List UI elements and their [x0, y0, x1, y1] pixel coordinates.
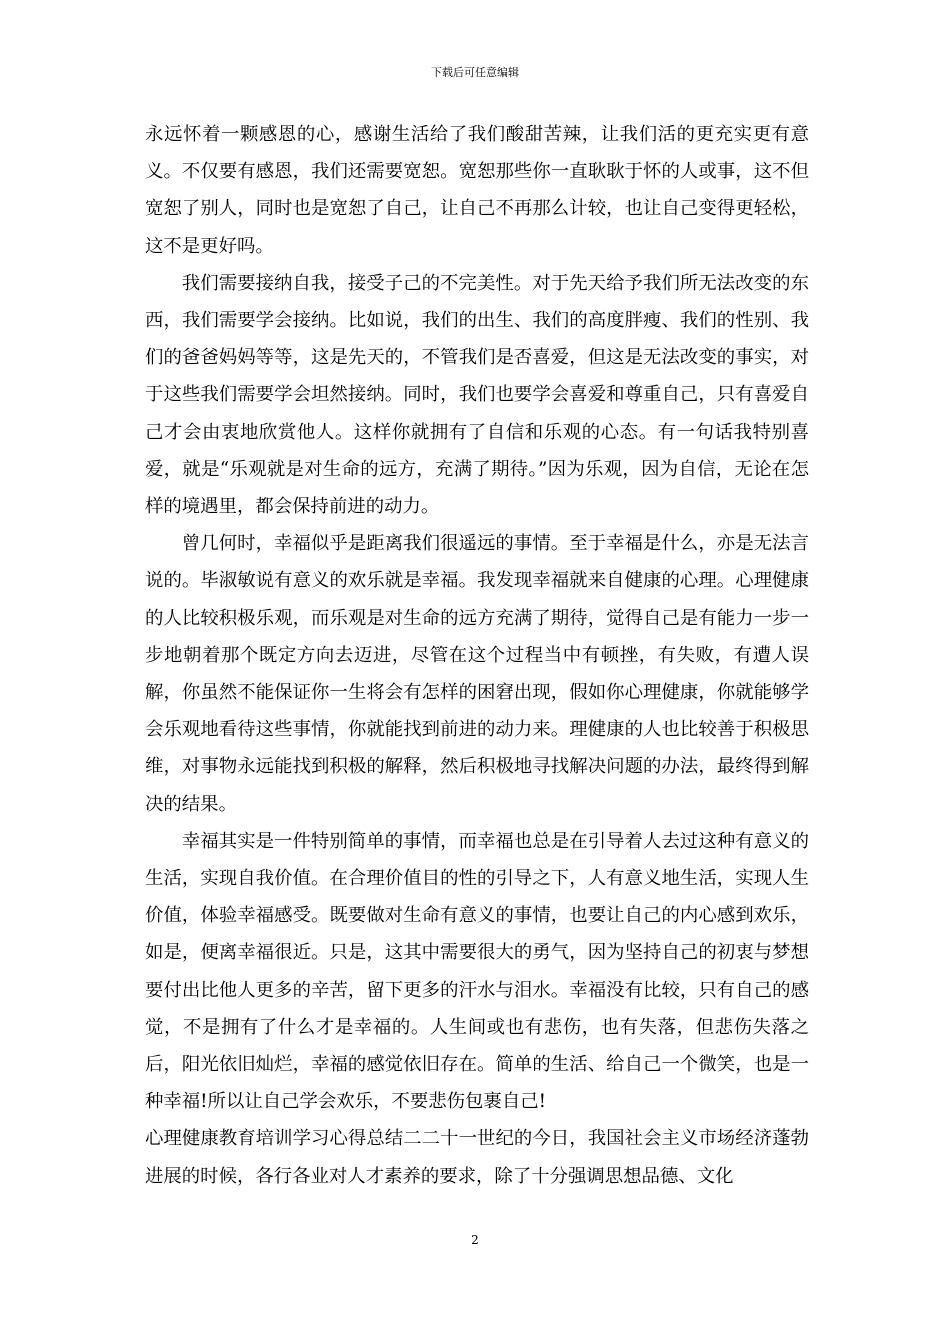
paragraph: 曾几何时，幸福似乎是距离我们很遥远的事情。至于幸福是什么，亦是无法言说的。毕淑敏说有意义的欢乐就是幸福。我发现幸福就来自健康的心理。心理健康的人比较积极乐观，而乐观是对生命的远方充满了期待，觉得自己是有能力一步一步地朝着那个既定方向去迈进，尽管在这个过程当中有顿挫，有失败，有遭人误解，你虽然不能保证你一生将会有怎样的困窘出现，假如你心理健康，你就能够学会乐观地看待这些事情，你就能找到前进的动力来。理健康的人也比较善于积极思维，对事物永远能找到积极的解释，然后积极地寻找解决问题的办法，最终得到解决的结果。: [145, 533, 809, 815]
paragraph: 我们需要接纳自我，接受子己的不完美性。对于先天给予我们所无法改变的东西，我们需要学会接纳。比如说，我们的出生、我们的高度胖瘦、我们的性别、我们的爸爸妈妈等等，这是先天的，不管我们是否喜爱，但这是无法改变的事实，对于这些我们需要学会坦然接纳。同时，我们也要学会喜爱和尊重自己，只有喜爱自己才会由衷地欣赏他人。这样你就拥有了自信和乐观的心态。有一句话我特别喜爱，就是“乐观就是对生命的远方，充满了期待。”因为乐观，因为自信，无论在怎样的境遇里，都会保持前进的动力。: [145, 272, 809, 518]
paragraph: 幸福其实是一件特别简单的事情，而幸福也总是在引导着人去过这种有意义的生活，实现自我价值。在合理价值目的性的引导之下，人有意义地生活，实现人生价值，体验幸福感受。既要做对生命有意义的事情，也要让自己的内心感到欢乐，如是，便离幸福很近。只是，这其中需要很大的勇气，因为坚持自己的初衷与梦想要付出比他人更多的辛苦，留下更多的汗水与泪水。幸福没有比较，只有自己的感觉，不是拥有了什么才是幸福的。人生间或也有悲伤，也有失落，但悲伤失落之后，阳光依旧灿烂，幸福的感觉依旧存在。简单的生活、给自己一个微笑，也是一种幸福!所以让自己学会欢乐，不要悲伤包裹自己!: [145, 830, 809, 1113]
page-number: 2: [471, 1233, 479, 1247]
page-header: 下载后可任意编辑: [431, 66, 519, 79]
paragraph: 永远怀着一颗感恩的心，感谢生活给了我们酸甜苦辣，让我们活的更充实更有意义。不仅要有感恩，我们还需要宽恕。宽恕那些你一直耿耿于怀的人或事，这不但宽恕了别人，同时也是宽恕了自己，让自己不再那么计较，也让自己变得更轻松，这不是更好吗。: [145, 124, 809, 257]
document-body: [145, 116, 809, 1195]
paragraph: 心理健康教育培训学习心得总结二二十一世纪的今日，我国社会主义市场经济蓬勃进展的时候，各行各业对人才素养的要求，除了十分强调思想品德、文化: [145, 1128, 809, 1187]
